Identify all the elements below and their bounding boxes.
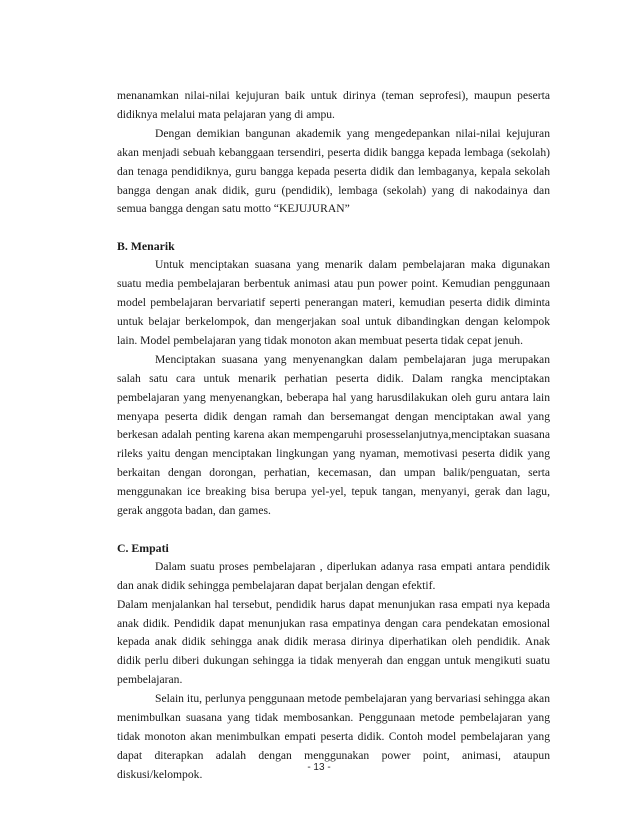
empati-paragraph-3: Selain itu, perlunya penggunaan metode pembelajaran yang bervariasi sehingga akan menimbulkan suasana yang tidak membosankan. Penggunaan metode pembelajaran yang tidak monoton akan menimbulkan empati peserta didik. Contoh model pembelajaran yang dapat diterapkan adalah dengan menggunakan power point, animasi, ataupun diskusi/kelompok.	[117, 692, 550, 781]
menarik-paragraph-2: Menciptakan suasana yang menyenangkan dalam pembelajaran juga merupakan salah satu cara untuk menarik perhatian peserta didik. Dalam rangka menciptakan pembelajaran yang menyenangkan, beberapa hal yang harusdilakukan oleh guru antara lain menyapa peserta didik dengan ramah dan bersemangat dengan menciptakan awal yang berkesan adalah penting karena akan mempengaruhi prosesselanjutnya,menciptakan suasana rileks yaitu dengan menciptakan lingkungan yang nyaman, memotivasi peserta didik yang berkaitan dengan dorongan, perhatian, kecemasan, dan umpan balik/penguatan, serta menggunakan ice breaking bisa berupa yel-yel, tepuk tangan, menyanyi, gerak dan lagu, gerak anggota badan, dan games.	[117, 352, 550, 518]
menarik-paragraph-1: Untuk menciptakan suasana yang menarik dalam pembelajaran maka digunakan suatu media pembelajaran berbentuk animasi atau pun power point. Kemudian penggunaan model pembelajaran bervariatif seperti penerangan materi, kemudian peserta didik diminta untuk belajar berkelompok, dan mengerjakan soal untuk dibandingkan dengan kelompok lain. Model pembelajaran yang tidak monoton akan membuat peserta tidak cepat jenuh.	[117, 258, 550, 347]
section-heading-empati: C. Empati	[117, 540, 169, 555]
page-body	[117, 87, 550, 785]
empati-paragraph-1: Dalam suatu proses pembelajaran , diperlukan adanya rasa empati antara pendidik dan anak didik sehingga pembelajaran dapat berjalan dengan efektif.	[117, 559, 550, 592]
section-spacer	[117, 219, 550, 237]
section-heading-menarik: B. Menarik	[117, 239, 175, 254]
section-spacer	[117, 521, 550, 539]
empati-paragraph-2: Dalam menjalankan hal tersebut, pendidik harus dapat menunjukan rasa empati nya kepada anak didik. Pendidik dapat menunjukan rasa empatinya dengan cara pendekatan emosional kepada anak didik sehingga anak didik merasa dirinya diperhatikan oleh pendidik. Anak didik perlu diberi dukungan sehingga ia tidak menyerah dan enggan untuk mengikuti suatu pembelajaran.	[117, 597, 550, 687]
intro-paragraph-continuation: menanamkan nilai-nilai kejujuran baik untuk dirinya (teman seprofesi), maupun peserta didiknya melalui mata pelajaran yang di ampu.	[117, 89, 550, 121]
intro-paragraph-kejujuran: Dengan demikian bangunan akademik yang mengedepankan nilai-nilai kejujuran akan menjadi sebuah kebanggaan tersendiri, peserta didik bangga kepada lembaga (sekolah) dan tenaga pendidiknya, guru bangga kepada peserta didik dan lembaganya, kepala sekolah bangga dengan anak didik, guru (pendidik), lembaga (sekolah) yang di nakodainya dan semua bangga dengan satu motto “KEJUJURAN”	[117, 126, 550, 216]
page-number: - 13 -	[307, 762, 331, 773]
